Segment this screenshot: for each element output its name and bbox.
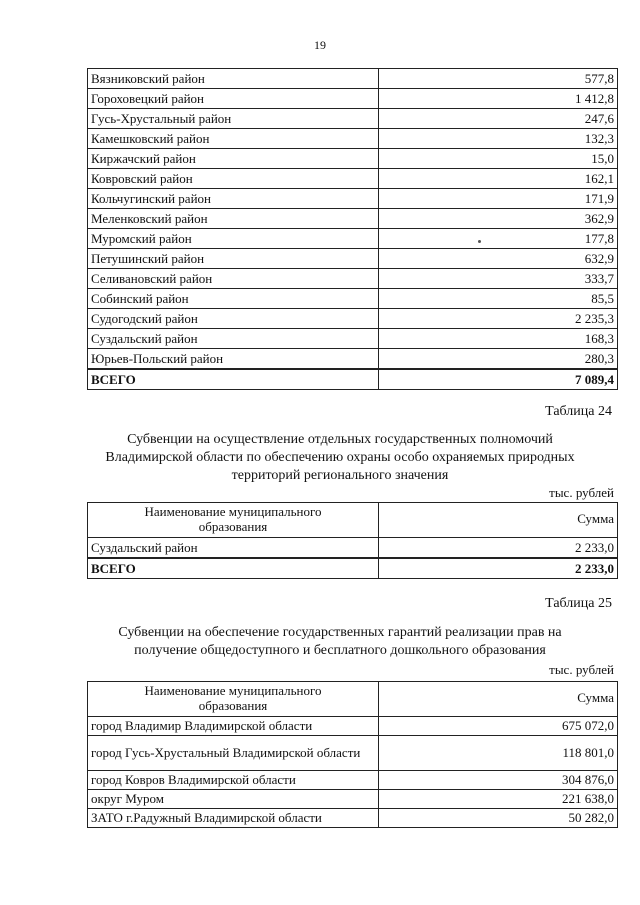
amount-cell: 333,7 [379, 269, 618, 289]
municipality-name-cell: Вязниковский район [88, 69, 379, 89]
amount-cell: 1 412,8 [379, 89, 618, 109]
amount-cell: 85,5 [379, 289, 618, 309]
amount-cell: 118 801,0 [379, 735, 618, 770]
table-row [88, 808, 618, 827]
amount-cell: 168,3 [379, 329, 618, 349]
amount-cell: 577,8 [379, 69, 618, 89]
table-row [88, 269, 618, 289]
amount-cell: 15,0 [379, 149, 618, 169]
table-25 [87, 681, 618, 828]
table-row [88, 537, 618, 558]
municipality-name-cell: Суздальский район [88, 329, 379, 349]
table-row [88, 169, 618, 189]
municipality-name-cell: ВСЕГО [88, 369, 379, 390]
table-25-title-line: Субвенции на обеспечение государственных гарантий реализации прав на [118, 625, 562, 640]
table-24-caption: Таблица 24 [545, 404, 612, 419]
municipality-name-cell: Киржачский район [88, 149, 379, 169]
table-row [88, 789, 618, 808]
column-header-name-line: Наименование муниципального [144, 504, 322, 519]
table-total-row [88, 369, 618, 390]
column-header-name-line: Наименование муниципального [144, 683, 322, 698]
column-header-name-line: образования [198, 518, 268, 534]
amount-cell: 50 282,0 [379, 808, 618, 827]
amount-cell: 177,8 [379, 229, 618, 249]
table-25-units: тыс. рублей [549, 662, 614, 677]
table-24-title-line: Субвенции на осуществление отдельных государственных полномочий [127, 432, 553, 447]
table-row [88, 249, 618, 269]
amount-cell: 2 233,0 [379, 558, 618, 579]
amount-cell: 280,3 [379, 349, 618, 370]
table-row [88, 209, 618, 229]
table-row [88, 109, 618, 129]
municipality-name-cell: Петушинский район [88, 249, 379, 269]
table-row [88, 735, 618, 770]
municipality-name-cell: Кольчугинский район [88, 189, 379, 209]
column-header-sum: Сумма [379, 682, 618, 717]
municipality-name-cell: Муромский район [88, 229, 379, 249]
municipality-name-cell: Юрьев-Польский район [88, 349, 379, 370]
amount-cell: 132,3 [379, 129, 618, 149]
amount-cell: 247,6 [379, 109, 618, 129]
amount-cell: 362,9 [379, 209, 618, 229]
column-header-sum: Сумма [379, 503, 618, 538]
scan-speck [478, 240, 481, 243]
table-row [88, 349, 618, 370]
table-row [88, 89, 618, 109]
amount-cell: 171,9 [379, 189, 618, 209]
municipality-name-cell: Селивановский район [88, 269, 379, 289]
municipality-name-cell: Камешковский район [88, 129, 379, 149]
table-24-units: тыс. рублей [549, 485, 614, 500]
amount-cell: 304 876,0 [379, 770, 618, 789]
table-24-title [60, 431, 620, 485]
municipality-name-cell: Судогодский район [88, 309, 379, 329]
table-row [88, 229, 618, 249]
municipality-name-cell: Меленковский район [88, 209, 379, 229]
table-row [88, 309, 618, 329]
table-25-caption: Таблица 25 [545, 596, 612, 611]
amount-cell: 632,9 [379, 249, 618, 269]
amount-cell: 2 235,3 [379, 309, 618, 329]
column-header-name [88, 682, 379, 717]
table-row [88, 69, 618, 89]
amount-cell: 221 638,0 [379, 789, 618, 808]
table-row [88, 329, 618, 349]
municipality-name-cell: Гороховецкий район [88, 89, 379, 109]
municipality-name-cell: город Ковров Владимирской области [88, 770, 379, 789]
column-header-name-line: образования [198, 697, 268, 713]
municipality-name-cell: Ковровский район [88, 169, 379, 189]
table-row [88, 129, 618, 149]
subvention-table-continued [87, 68, 618, 390]
table-row [88, 716, 618, 735]
amount-cell: 7 089,4 [379, 369, 618, 390]
table-25-title [60, 624, 620, 660]
table-25-title-line: получение общедоступного и бесплатного дошкольного образования [134, 642, 546, 658]
municipality-name-cell: ВСЕГО [88, 558, 379, 579]
table-row [88, 289, 618, 309]
amount-cell: 675 072,0 [379, 716, 618, 735]
municipality-name-cell: город Владимир Владимирской области [88, 716, 379, 735]
table-row [88, 189, 618, 209]
municipality-name-cell: Собинский район [88, 289, 379, 309]
table-24-title-line: территорий регионального значения [231, 467, 449, 483]
table-row [88, 149, 618, 169]
municipality-name-cell: округ Муром [88, 789, 379, 808]
column-header-name [88, 503, 379, 538]
municipality-name-cell: Суздальский район [88, 537, 379, 558]
municipality-name-cell: город Гусь-Хрустальный Владимирской области [88, 735, 379, 770]
amount-cell: 162,1 [379, 169, 618, 189]
page-number: 19 [314, 38, 326, 52]
table-24 [87, 502, 618, 579]
table-header-row [88, 503, 618, 538]
table-24-title-line: Владимирской области по обеспечению охраны особо охраняемых природных [105, 449, 575, 465]
municipality-name-cell: Гусь-Хрустальный район [88, 109, 379, 129]
table-row [88, 770, 618, 789]
table-total-row [88, 558, 618, 579]
amount-cell: 2 233,0 [379, 537, 618, 558]
table-header-row [88, 682, 618, 717]
municipality-name-cell: ЗАТО г.Радужный Владимирской области [88, 808, 379, 827]
